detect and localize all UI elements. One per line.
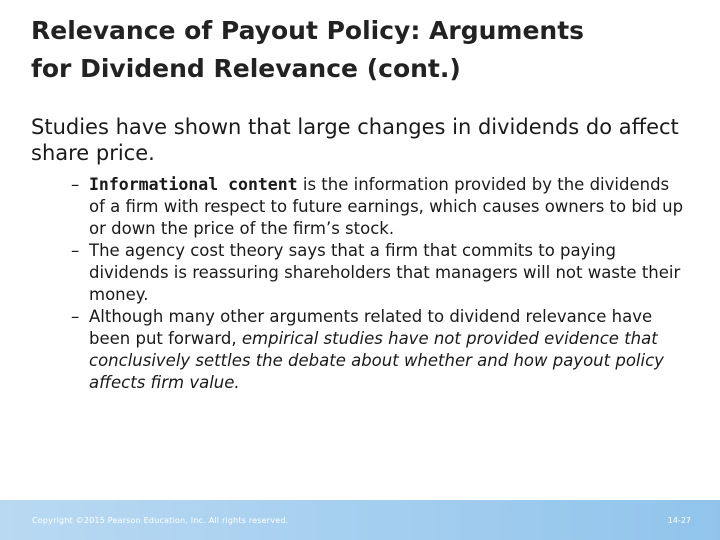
dash-bullet: – bbox=[71, 307, 80, 326]
empirical-studies-text: empirical studies have not provided evidence that conclusively settles the debate about whether and how payout policy affects firm value. bbox=[89, 329, 664, 392]
main-point: Studies have shown that large changes in dividends do affect share price. bbox=[31, 115, 679, 165]
agency-cost-text: The agency cost theory says that a firm that commits to paying dividends is reassuring shareholders that managers will not waste their money. bbox=[89, 241, 681, 304]
slide-title-line-1: Relevance of Payout Policy: Arguments bbox=[31, 16, 585, 45]
slide-body bbox=[31, 114, 691, 394]
sub-point-list bbox=[31, 174, 691, 394]
slide-title-line-2: for Dividend Relevance (cont.) bbox=[31, 54, 461, 83]
sub-point-agency-cost bbox=[31, 240, 689, 306]
dash-bullet: – bbox=[71, 175, 80, 194]
other-arguments-text: Although many other arguments related to dividend relevance have been put forward, bbox=[89, 307, 653, 348]
informational-content-text: is the information provided by the dividends of a firm with respect to future earnings, which causes owners to bid up or down the price of the firm’s stock. bbox=[89, 175, 684, 238]
slide-title bbox=[31, 12, 701, 88]
footer-page-number: 14-27 bbox=[667, 516, 691, 525]
dash-bullet: – bbox=[71, 241, 80, 260]
footer-copyright: Copyright ©2015 Pearson Education, Inc. All rights reserved. bbox=[32, 516, 289, 525]
term-informational-content: Informational content bbox=[89, 175, 298, 194]
sub-point-other-arguments bbox=[31, 306, 689, 394]
sub-point-informational-content bbox=[31, 174, 689, 240]
